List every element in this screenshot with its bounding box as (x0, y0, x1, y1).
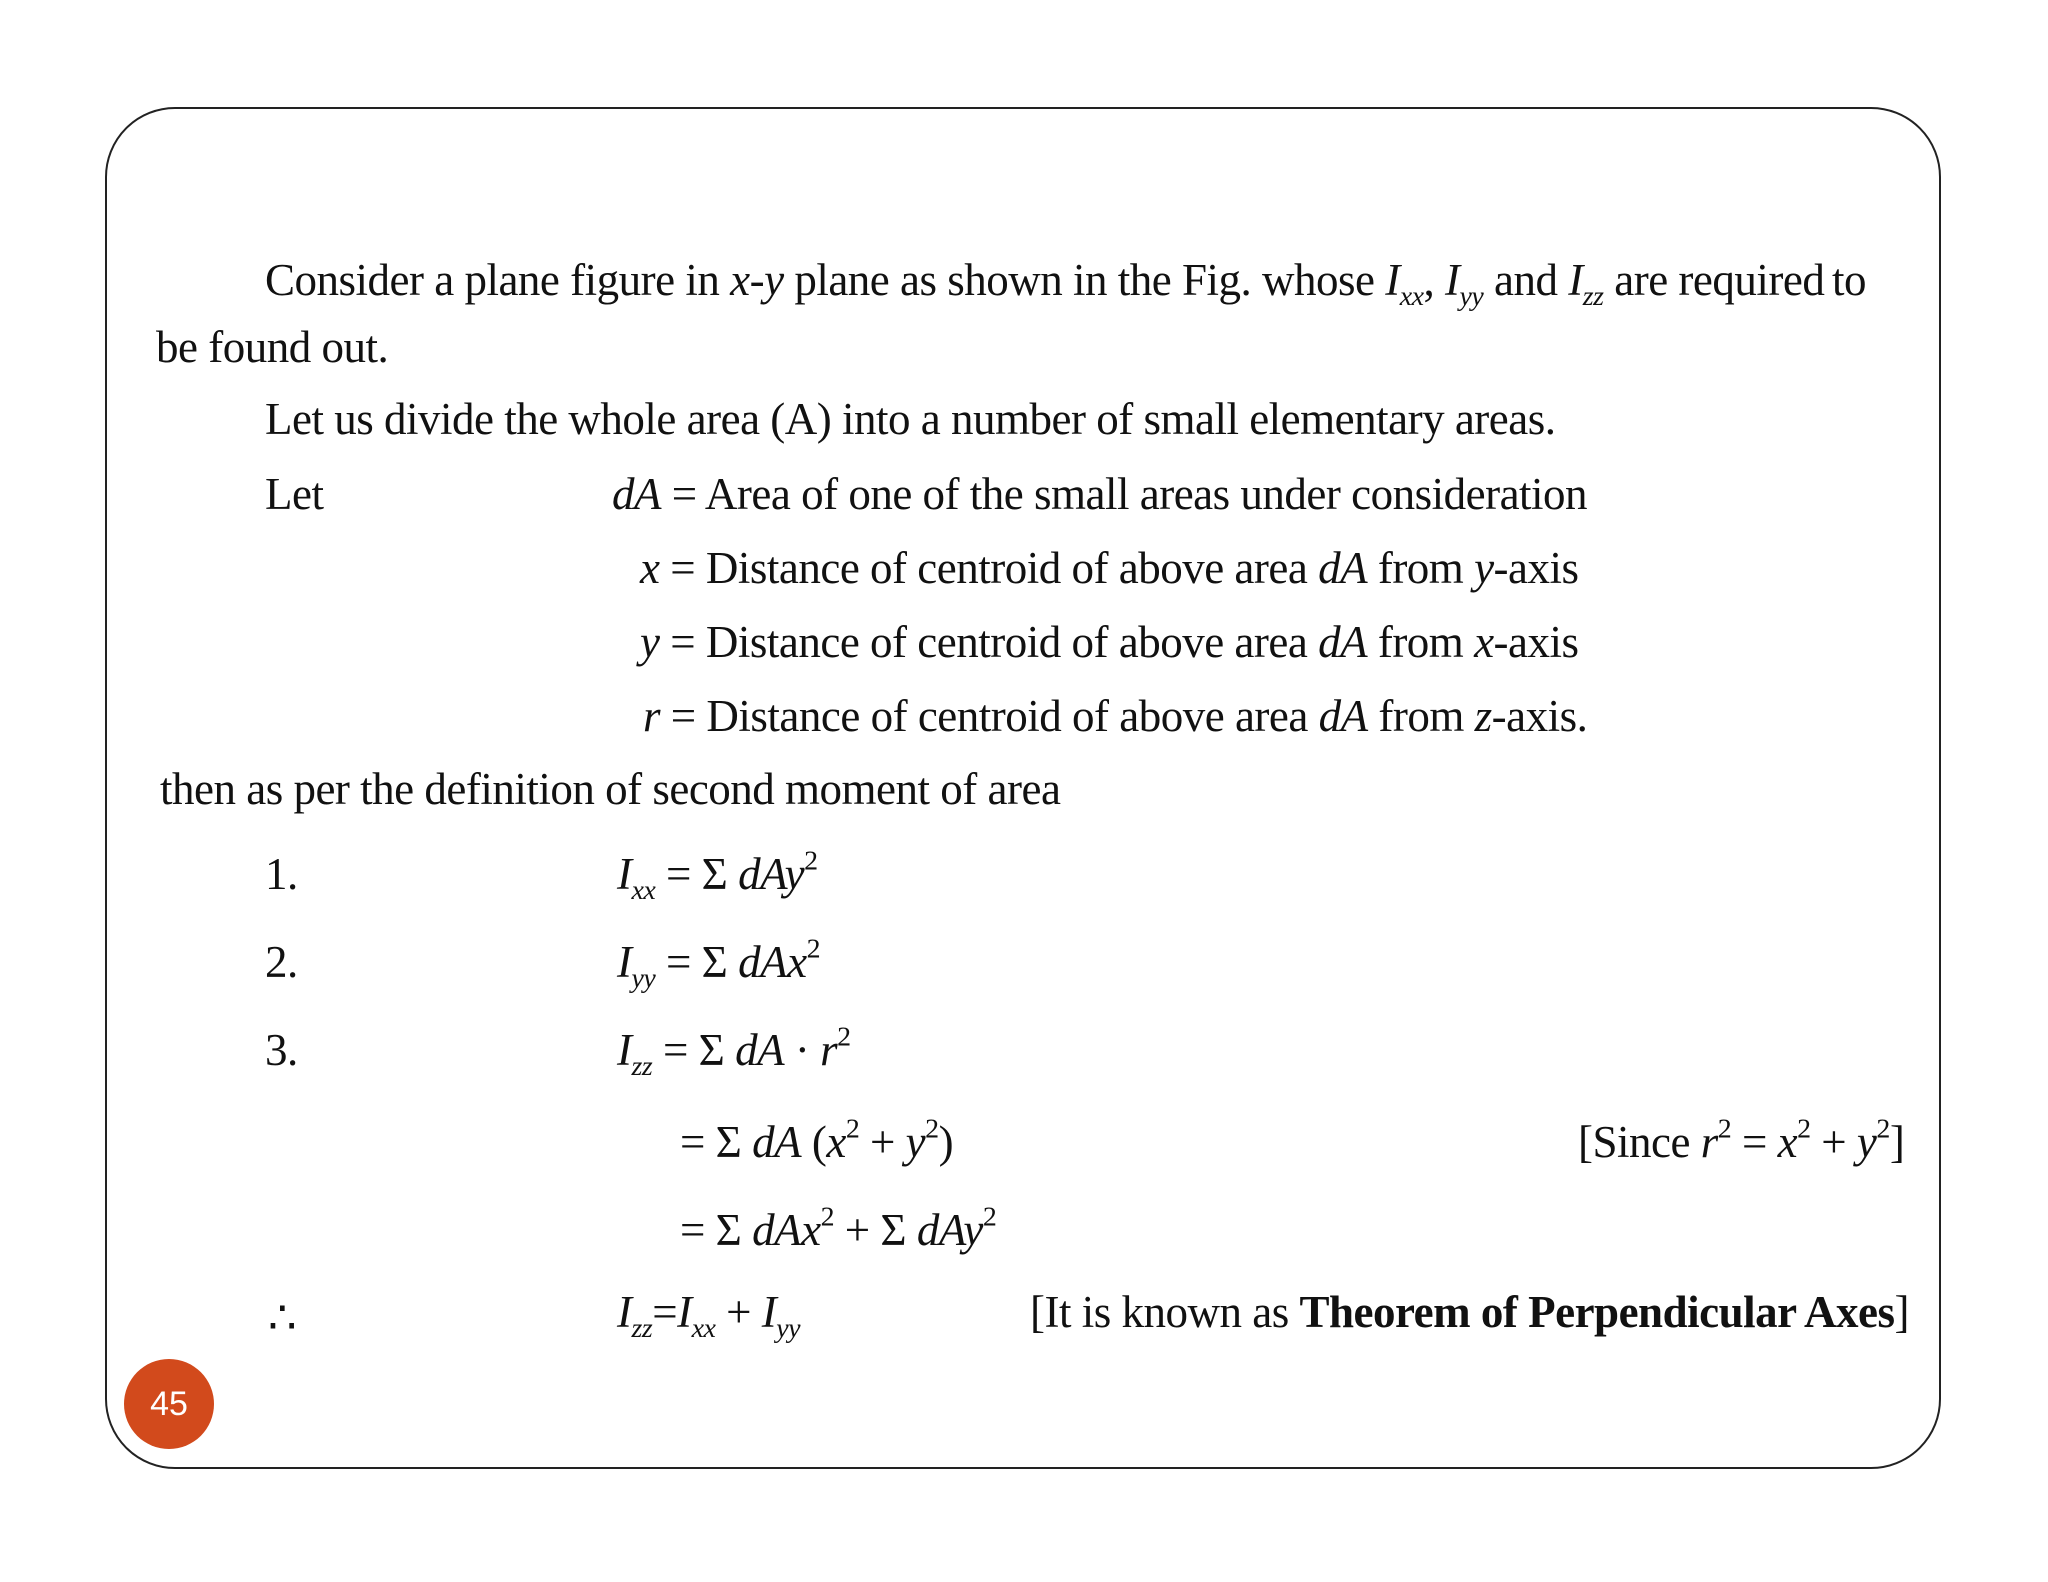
slide-number-badge: 45 (124, 1359, 214, 1449)
perpendicular-axes-equation: $I_{zz}=I_{xx} + I_{yy}$ (617, 1287, 801, 1344)
equation-1: $I_{xx} = \Sigma$ dAy$^2$ (617, 845, 818, 906)
therefore-symbol: ∴ (268, 1293, 297, 1343)
eq-number-1: 1. (265, 849, 298, 899)
definition-y: y = Distance of centroid of above area dA from x-axis (640, 617, 1579, 667)
theorem-note: [It is known as Theorem of Perpendicular Axes] (1030, 1287, 1910, 1337)
equation-3: $I_{zz} = \Sigma$ dA · $r^2$ (617, 1021, 851, 1082)
since-note: [Since $r^2 = x^2 + y^2$] (1578, 1113, 1905, 1167)
intro-line-1-end: to (1832, 255, 1867, 305)
intro-line-1: Consider a plane figure in x-y plane as shown in the Fig. whose $I_{xx}$, $I_{yy}$ and $I_{zz}$ are required (265, 255, 1825, 312)
definition-x: x = Distance of centroid of above area dA from y-axis (640, 543, 1579, 593)
equation-3-step-a: = Σ dA $(x^2 + y^2)$ (680, 1113, 954, 1167)
eq-number-2: 2. (265, 937, 298, 987)
equation-2: $I_{yy} = \Sigma$ dAx$^2$ (617, 933, 821, 994)
equation-3-step-b: = Σ dAx$^2$ + Σ dAy$^2$ (680, 1201, 997, 1255)
intro-line-3: Let us divide the whole area (A) into a number of small elementary areas. (265, 394, 1556, 444)
let-label: Let (265, 469, 324, 519)
intro-line-2: be found out. (156, 322, 389, 372)
definition-r: r = Distance of centroid of above area dA from z-axis. (643, 691, 1588, 741)
then-line: then as per the definition of second moment of area (160, 764, 1061, 814)
definition-dA: dA = Area of one of the small areas under consideration (612, 469, 1588, 519)
eq-number-3: 3. (265, 1025, 298, 1075)
